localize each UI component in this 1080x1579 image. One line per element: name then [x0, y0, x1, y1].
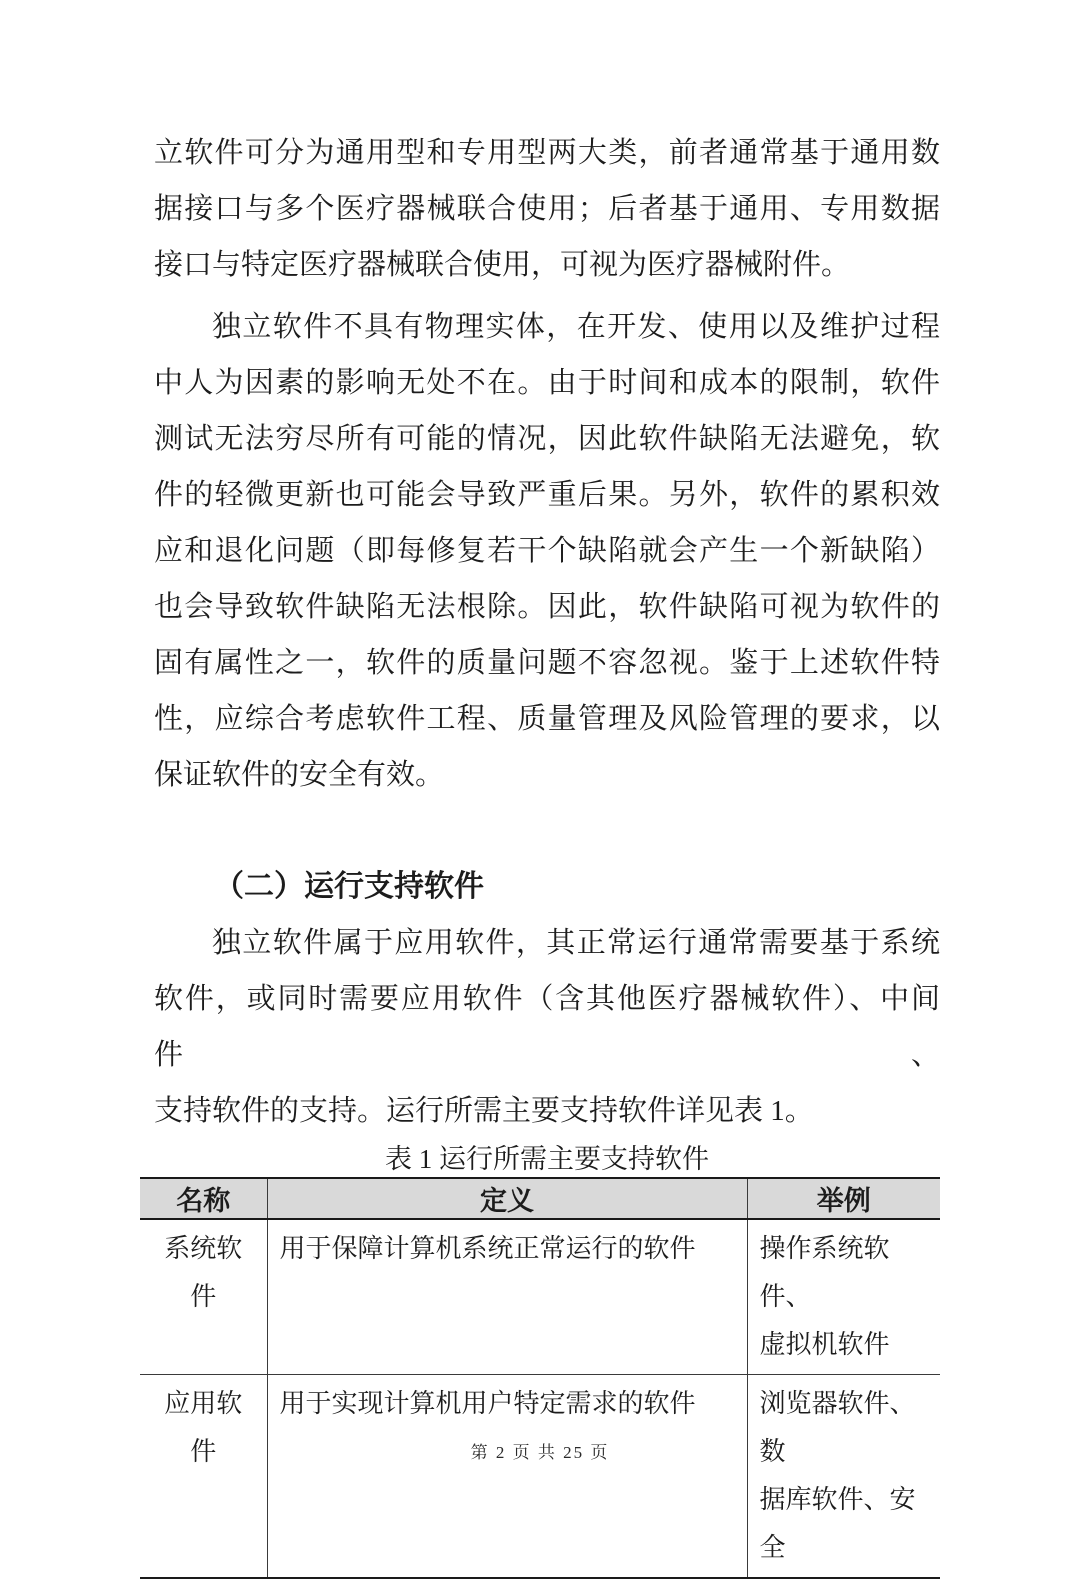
- paragraph-1: [154, 125, 940, 293]
- column-header-example: 举例: [747, 1178, 940, 1219]
- text-line: 也会导致软件缺陷无法根除。因此，软件缺陷可视为软件的: [154, 591, 940, 623]
- cell-definition: 用于实现计算机用户特定需求的软件: [267, 1375, 747, 1579]
- text-line: 独立软件不具有物理实体，在开发、使用以及维护过程: [212, 311, 940, 343]
- text-line: 据接口与多个医疗器械联合使用；后者基于通用、专用数据: [154, 193, 940, 225]
- support-software-table: [140, 1177, 940, 1579]
- text-line: 独立软件属于应用软件，其正常运行通常需要基于系统: [212, 927, 940, 959]
- section-heading: （二）运行支持软件: [214, 870, 484, 903]
- cell-definition: 用于保障计算机系统正常运行的软件: [267, 1219, 747, 1375]
- text-line: 固有属性之一，软件的质量问题不容忽视。鉴于上述软件特: [154, 647, 940, 679]
- text-line: 虚拟机软件: [759, 1330, 890, 1359]
- column-header-definition: 定义: [267, 1178, 747, 1219]
- text-line: 支持软件的支持。运行所需主要支持软件详见表 1。: [154, 1095, 814, 1127]
- cell-example: [747, 1375, 940, 1579]
- text-line: 测试无法穷尽所有可能的情况，因此软件缺陷无法避免，软: [154, 423, 940, 455]
- cell-name: 系统软件: [140, 1219, 267, 1375]
- text-line: 保证软件的安全有效。: [154, 759, 445, 791]
- cell-example: [747, 1219, 940, 1375]
- text-line: 接口与特定医疗器械联合使用，可视为医疗器械附件。: [154, 249, 851, 281]
- text-line: 中人为因素的影响无处不在。由于时间和成本的限制，软件: [154, 367, 940, 399]
- paragraph-3: [154, 915, 940, 1139]
- text-line: 件的轻微更新也可能会导致严重后果。另外，软件的累积效: [154, 479, 940, 511]
- table-row: [140, 1219, 940, 1375]
- text-line: 操作系统软件、: [759, 1234, 890, 1311]
- text-line: 应和退化问题（即每修复若干个缺陷就会产生一个新缺陷）: [154, 535, 940, 567]
- text-line: 据库软件、安全: [759, 1485, 916, 1562]
- column-header-name: 名称: [140, 1178, 267, 1219]
- text-line: 立软件可分为通用型和专用型两大类，前者通常基于通用数: [154, 137, 940, 169]
- text-line: 浏览器软件、数: [759, 1389, 916, 1466]
- text-line: 软件，或同时需要应用软件（含其他医疗器械软件）、中间件、: [154, 983, 940, 1071]
- cell-name: 应用软件: [140, 1375, 267, 1579]
- table-caption: 表 1 运行所需主要支持软件: [385, 1144, 709, 1174]
- paragraph-2: [154, 299, 940, 803]
- text-line: 性，应综合考虑软件工程、质量管理及风险管理的要求，以: [154, 703, 940, 735]
- page-number-footer: 第 2 页 共 25 页: [470, 1443, 610, 1462]
- table-header-row: [140, 1178, 940, 1219]
- table-row: [140, 1375, 940, 1579]
- page-content: [154, 0, 940, 1579]
